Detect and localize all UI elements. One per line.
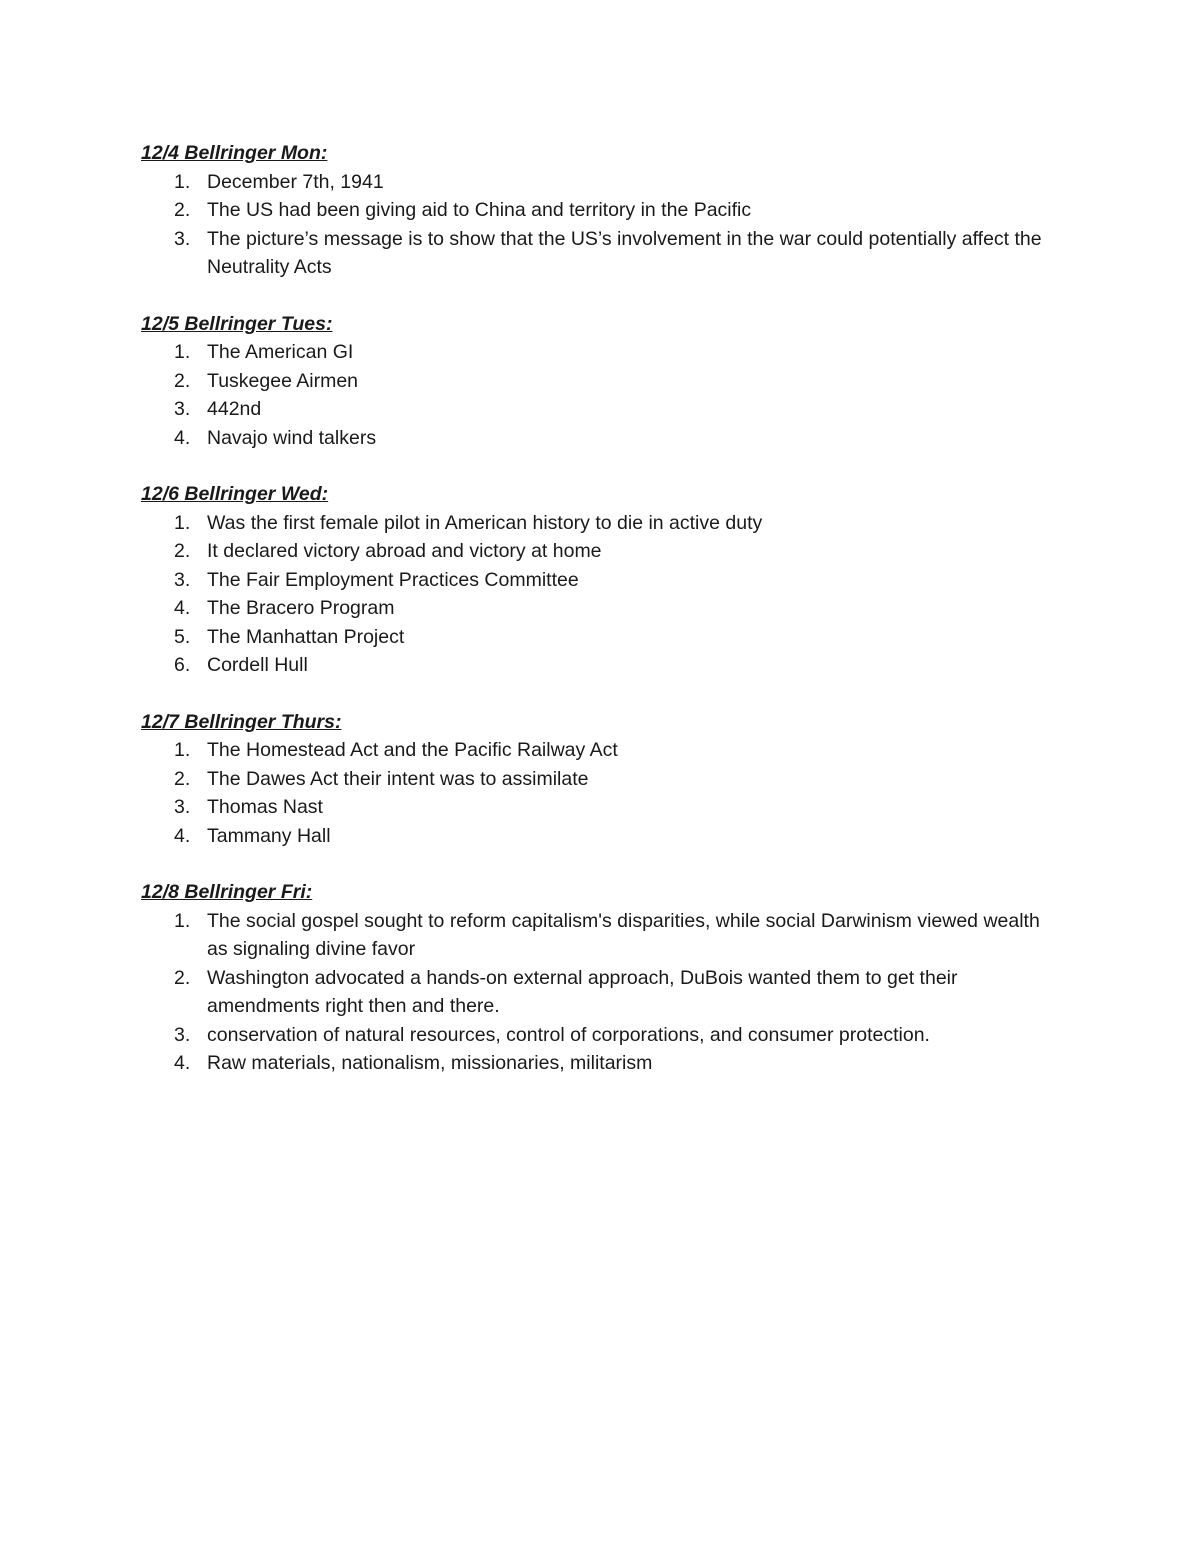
section-thurs <box>141 708 1081 851</box>
list-item <box>141 822 1081 851</box>
list-item <box>141 225 1081 282</box>
item-number: 5. <box>174 625 191 648</box>
item-text: Tuskegee Airmen <box>207 369 359 392</box>
answer-list <box>141 736 1081 850</box>
list-item <box>141 168 1081 197</box>
item-number: 3. <box>174 1023 191 1046</box>
item-text: Tammany Hall <box>207 824 331 847</box>
item-number: 1. <box>174 511 191 534</box>
list-item <box>141 964 1081 1021</box>
item-number: 2. <box>174 767 191 790</box>
item-number: 3. <box>174 227 191 250</box>
list-item <box>141 395 1081 424</box>
document-page <box>141 139 1081 1106</box>
item-text: The American GI <box>207 341 354 363</box>
list-item <box>141 424 1081 453</box>
list-item <box>141 594 1081 623</box>
item-number: 2. <box>174 540 191 562</box>
item-text: Washington advocated a hands-on external approach, DuBois wanted them to get their amendments right then and there. <box>207 966 958 1017</box>
section-heading: 12/5 Bellringer Tues: <box>141 312 333 335</box>
item-number: 4. <box>174 824 191 847</box>
list-item <box>141 765 1081 794</box>
item-text: December 7th, 1941 <box>207 170 384 193</box>
list-item <box>141 566 1081 595</box>
section-heading: 12/8 Bellringer Fri: <box>141 881 313 903</box>
item-number: 3. <box>174 398 191 420</box>
list-item <box>141 651 1081 680</box>
list-item <box>141 623 1081 652</box>
item-number: 1. <box>174 909 191 932</box>
item-number: 1. <box>174 739 191 761</box>
section-heading: 12/6 Bellringer Wed: <box>141 483 329 505</box>
list-item <box>141 367 1081 396</box>
item-text: The social gospel sought to reform capitalism's disparities, while social Darwinism viewed wealth as signaling divine favor <box>207 909 1040 960</box>
item-text: The Fair Employment Practices Committee <box>207 568 579 591</box>
item-text: Was the first female pilot in American history to die in active duty <box>207 511 763 534</box>
item-text: Raw materials, nationalism, missionaries, militarism <box>207 1052 653 1074</box>
item-number: 3. <box>174 796 191 818</box>
section-mon <box>141 139 1081 282</box>
item-text: conservation of natural resources, control of corporations, and consumer protection. <box>207 1023 930 1046</box>
item-text: The Homestead Act and the Pacific Railway Act <box>207 739 618 761</box>
item-text: The Manhattan Project <box>207 625 405 648</box>
section-wed <box>141 480 1081 680</box>
list-item <box>141 537 1081 566</box>
item-text: The Bracero Program <box>207 597 395 619</box>
list-item <box>141 1049 1081 1078</box>
section-fri <box>141 878 1081 1078</box>
item-text: Navajo wind talkers <box>207 426 377 449</box>
item-number: 1. <box>174 170 191 193</box>
item-text: Cordell Hull <box>207 654 308 676</box>
list-item <box>141 736 1081 765</box>
item-number: 2. <box>174 369 191 392</box>
item-number: 2. <box>174 199 191 221</box>
section-heading: 12/4 Bellringer Mon: <box>141 142 328 164</box>
item-number: 4. <box>174 1052 191 1074</box>
answer-list <box>141 509 1081 680</box>
section-heading: 12/7 Bellringer Thurs: <box>141 710 342 733</box>
item-number: 4. <box>174 597 191 619</box>
item-text: The US had been giving aid to China and territory in the Pacific <box>207 199 752 221</box>
item-number: 6. <box>174 654 191 676</box>
item-number: 4. <box>174 426 191 449</box>
item-number: 3. <box>174 568 191 591</box>
item-number: 1. <box>174 341 191 363</box>
item-text: The Dawes Act their intent was to assimilate <box>207 767 589 790</box>
list-item <box>141 338 1081 367</box>
list-item <box>141 1021 1081 1050</box>
list-item <box>141 509 1081 538</box>
item-text: 442nd <box>207 398 262 420</box>
item-number: 2. <box>174 966 191 989</box>
answer-list <box>141 338 1081 452</box>
list-item <box>141 196 1081 225</box>
answer-list <box>141 168 1081 282</box>
item-text: It declared victory abroad and victory at home <box>207 540 602 562</box>
item-text: The picture’s message is to show that the US’s involvement in the war could potentially affect the Neutrality Acts <box>207 227 1042 278</box>
list-item <box>141 793 1081 822</box>
item-text: Thomas Nast <box>207 796 323 818</box>
list-item <box>141 907 1081 964</box>
section-tues <box>141 310 1081 453</box>
answer-list <box>141 907 1081 1078</box>
